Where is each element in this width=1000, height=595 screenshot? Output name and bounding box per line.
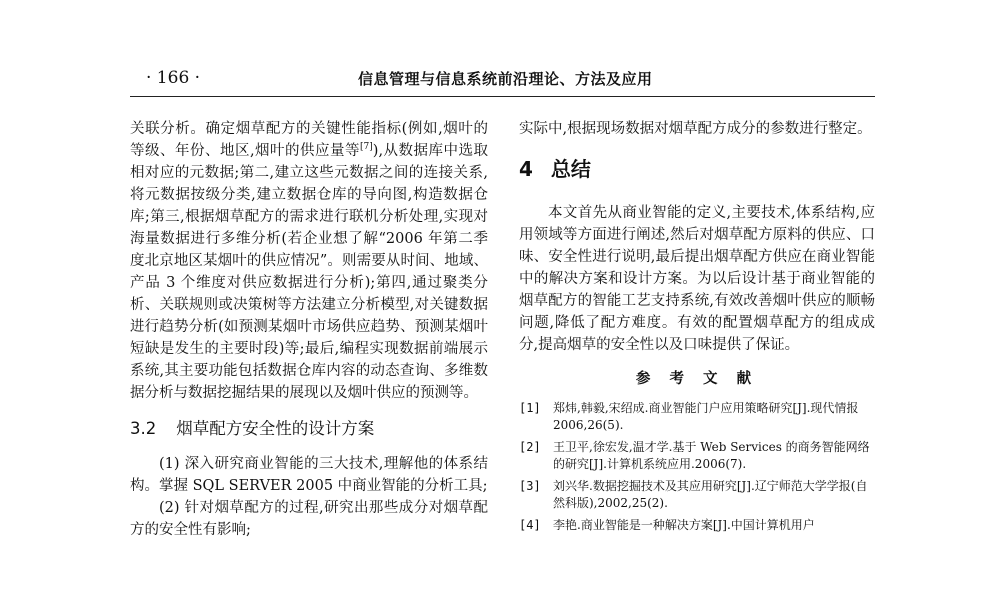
list-item: (2) 针对烟草配方的过程,研究出那些成分对烟草配方的安全性有影响;	[130, 500, 488, 538]
reference-text: 郑炜,韩毅,宋绍成.商业智能门户应用策略研究[J].现代情报 2006,26(5).	[553, 401, 859, 432]
subsection-title: 烟草配方安全性的设计方案	[176, 419, 375, 438]
summary-paragraph: 本文首先从商业智能的定义,主要技术,体系结构,应用领域等方面进行阐述,然后对烟草配方原料的供应、口味、安全性进行说明,最后提出烟草配方供应在商业智能中的解决方案和设计方案。为以后设计基于商业智能的烟草配方的智能工艺支持系统,有效改善烟叶供应的顺畅问题,降低了配方难度。有效的配置烟草配方的组成成分,提高烟草的安全性以及口味提供了保证。	[519, 205, 875, 353]
reference-text: 李艳.商业智能是一种解决方案[J].中国计算机用户	[553, 518, 815, 532]
page-header	[130, 62, 875, 97]
reference-item	[519, 400, 875, 434]
reference-item	[519, 517, 875, 534]
list-item: (1) 深入研究商业智能的三大技术,理解他的体系结构。掌握 SQL SERVER 2005 中商业智能的分析工具;	[130, 456, 488, 494]
citation-ref: [7]	[360, 142, 373, 153]
section-title: 总结	[550, 157, 591, 181]
running-title: 信息管理与信息系统前沿理论、方法及应用	[358, 70, 653, 88]
section-number: 4	[519, 157, 533, 181]
right-column	[519, 118, 875, 539]
reference-text: 王卫平,徐宏发,温才学.基于 Web Services 的商务智能网络的研究[J].计算机系统应用.2006(7).	[553, 440, 870, 471]
reference-number: [1]	[519, 401, 541, 415]
reference-number: [3]	[519, 479, 541, 493]
left-column	[130, 118, 488, 541]
references-heading: 参 考 文 献	[635, 370, 759, 387]
body-paragraph: 实际中,根据现场数据对烟草配方成分的参数进行整定。	[519, 121, 872, 137]
reference-number: [4]	[519, 518, 541, 532]
reference-item	[519, 439, 875, 473]
reference-number: [2]	[519, 440, 541, 454]
page-number: · 166 ·	[146, 68, 201, 88]
subsection-heading	[130, 418, 488, 440]
body-paragraph: 关联分析。确定烟草配方的关键性能指标(例如,烟叶的等级、年份、地区,烟叶的供应量等[7]),从数据库中选取相对应的元数据;第二,建立这些元数据之间的连接关系,将元数据按级分类,建立数据仓库的导向图,构造数据仓库;第三,根据烟草配方的需求进行联机分析处理,实现对海量数据进行多维分析(若企业想了解“2006 年第二季度北京地区某烟叶的供应情况”。则需要从时间、地域、产品 3 个维度对供应数据进行分析);第四,通过聚类分析、关联规则或决策树等方法建立分析模型,对关键数据进行趋势分析(如预测某烟叶市场供应趋势、预测某烟叶短缺是发生的主要时段)等;最后,编程实现数据前端展示系统,其主要功能包括数据仓库内容的动态查询、多维数据分析与数据挖掘结果的展现以及烟叶供应的预测等。	[130, 121, 489, 401]
subsection-number: 3.2	[130, 419, 157, 438]
section-heading	[519, 156, 875, 182]
reference-text: 刘兴华.数据挖掘技术及其应用研究[J].辽宁师范大学学报(自然科版),2002,25(2).	[553, 479, 868, 510]
reference-item	[519, 478, 875, 512]
